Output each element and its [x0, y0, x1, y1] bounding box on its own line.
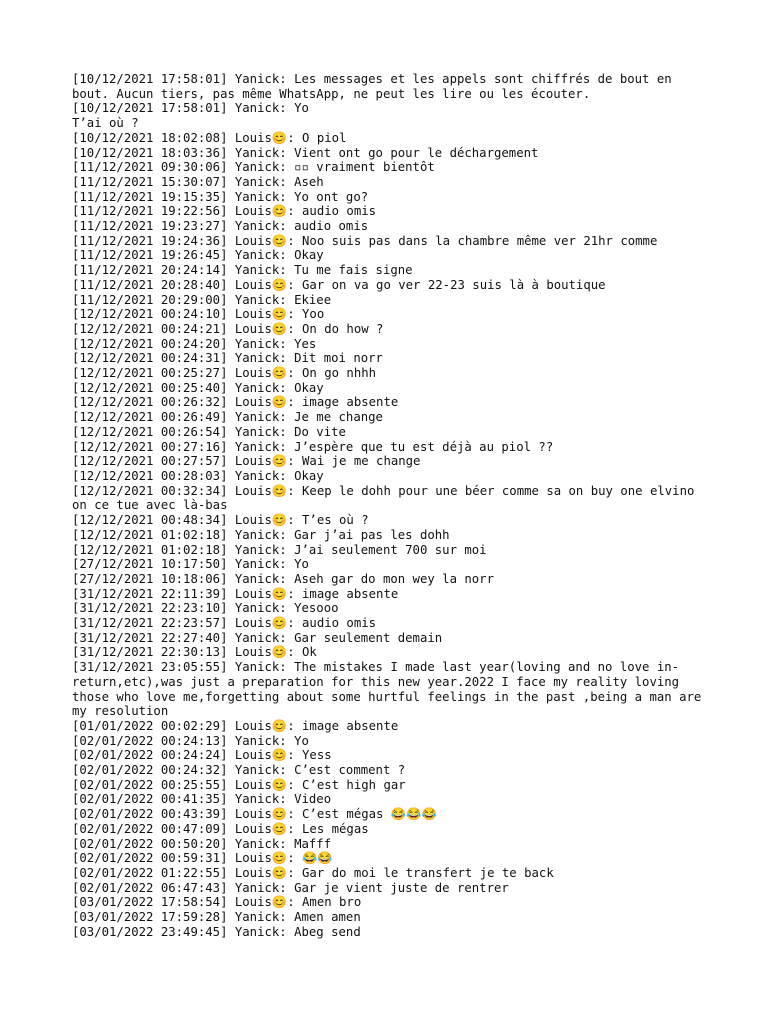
message-line: [31/12/2021 22:23:57] Louis😊: audio omis: [72, 616, 377, 631]
message-line: [31/12/2021 22:30:13] Louis😊: Ok: [72, 645, 317, 660]
message-line: [11/12/2021 19:23:27] Yanick: audio omis: [72, 219, 369, 234]
message-line: [12/12/2021 00:24:20] Yanick: Yes: [72, 336, 317, 351]
message-line: [12/12/2021 01:02:18] Yanick: Gar j’ai pas les dohh: [72, 527, 450, 542]
message-line: [02/01/2022 00:24:24] Louis😊: Yess: [72, 748, 332, 763]
message-line: [12/12/2021 00:27:57] Louis😊: Wai je me change: [72, 454, 421, 469]
message-line: [12/12/2021 00:27:16] Yanick: J’espère que tu est déjà au piol ??: [72, 439, 554, 454]
message-line: [03/01/2022 17:59:28] Yanick: Amen amen: [72, 910, 361, 925]
message-line: [03/01/2022 17:58:54] Louis😊: Amen bro: [72, 895, 362, 910]
message-line: [02/01/2022 00:41:35] Yanick: Video: [72, 792, 332, 807]
message-line: [12/12/2021 00:24:10] Louis😊: Yoo: [72, 307, 325, 322]
message-line: [03/01/2022 23:49:45] Yanick: Abeg send: [72, 924, 361, 939]
message-line: [27/12/2021 10:18:06] Yanick: Aseh gar do mon wey la norr: [72, 571, 494, 586]
message-line: [12/12/2021 00:25:27] Louis😊: On go nhhh: [72, 366, 377, 381]
message-line: [12/12/2021 00:32:34] Louis😊: Keep le dohh pour une béer comme sa on buy one elvino on ce tue avec là-bas: [72, 483, 702, 513]
message-line: [02/01/2022 01:22:55] Louis😊: Gar do moi le transfert je te back: [72, 865, 554, 880]
message-line: [12/12/2021 00:26:32] Louis😊: image absente: [72, 395, 399, 410]
message-line: [31/12/2021 22:11:39] Louis😊: image absente: [72, 586, 399, 601]
message-line: [12/12/2021 00:28:03] Yanick: Okay: [72, 468, 324, 483]
message-line: [11/12/2021 19:15:35] Yanick: Yo ont go?: [72, 189, 369, 204]
message-line: [12/12/2021 00:25:40] Yanick: Okay: [72, 380, 324, 395]
message-line: [11/12/2021 20:28:40] Louis😊: Gar on va go ver 22-23 suis là à boutique: [72, 277, 606, 292]
message-line: T’ai où ?: [72, 116, 139, 131]
message-line: [10/12/2021 17:58:01] Yanick: Les messages et les appels sont chiffrés de bout en bout. Aucun tiers, pas même WhatsApp, ne peut les lire ou les écouter.: [72, 72, 680, 101]
message-line: [02/01/2022 00:24:13] Yanick: Yo: [72, 733, 309, 748]
message-line: [31/12/2021 23:05:55] Yanick: The mistakes I made last year(loving and no love in-return,etc),was just a preparation for this new year.2022 I face my reality loving those who love me,forgetting about some hurtful feelings in the past ,being a man are my resolution: [72, 660, 709, 719]
message-line: [12/12/2021 00:24:31] Yanick: Dit moi norr: [72, 351, 383, 366]
message-line: [11/12/2021 15:30:07] Yanick: Aseh: [72, 174, 324, 189]
message-line: [31/12/2021 22:27:40] Yanick: Gar seulement demain: [72, 630, 443, 645]
message-line: [02/01/2022 00:47:09] Louis😊: Les mégas: [72, 821, 369, 836]
message-line: [02/01/2022 00:24:32] Yanick: C’est comment ?: [72, 763, 406, 778]
message-line: [10/12/2021 18:03:36] Yanick: Vient ont go pour le déchargement: [72, 145, 539, 160]
message-line: [27/12/2021 10:17:50] Yanick: Yo: [72, 557, 309, 572]
message-line: [02/01/2022 00:59:31] Louis😊: 😂😂: [72, 851, 333, 866]
message-line: [31/12/2021 22:23:10] Yanick: Yesooo: [72, 601, 339, 616]
message-line: [10/12/2021 17:58:01] Yanick: Yo: [72, 101, 309, 116]
message-line: [02/01/2022 00:43:39] Louis😊: C’est mégas 😂😂😂: [72, 807, 437, 822]
message-line: [12/12/2021 00:26:54] Yanick: Do vite: [72, 424, 346, 439]
message-line: [02/01/2022 00:50:20] Yanick: Mafff: [72, 836, 332, 851]
message-line: [12/12/2021 00:48:34] Louis😊: T’es où ?: [72, 513, 369, 528]
message-line: [11/12/2021 20:24:14] Yanick: Tu me fais signe: [72, 263, 413, 278]
message-line: [12/12/2021 01:02:18] Yanick: J’ai seulement 700 sur moi: [72, 542, 487, 557]
message-line: [11/12/2021 09:30:06] Yanick: ▫▫ vraiment bientôt: [72, 160, 435, 175]
message-line: [12/12/2021 00:24:21] Louis😊: On do how ?: [72, 321, 384, 336]
message-line: [02/01/2022 00:25:55] Louis😊: C’est high gar: [72, 777, 406, 792]
message-line: [10/12/2021 18:02:08] Louis😊: O piol: [72, 130, 347, 145]
chat-transcript: [72, 72, 709, 939]
message-line: [11/12/2021 19:26:45] Yanick: Okay: [72, 248, 324, 263]
message-line: [11/12/2021 19:22:56] Louis😊: audio omis: [72, 204, 377, 219]
message-line: [12/12/2021 00:26:49] Yanick: Je me change: [72, 410, 383, 425]
message-line: [02/01/2022 06:47:43] Yanick: Gar je vient juste de rentrer: [72, 880, 509, 895]
message-line: [11/12/2021 19:24:36] Louis😊: Noo suis pas dans la chambre même ver 21hr comme: [72, 233, 658, 248]
message-line: [11/12/2021 20:29:00] Yanick: Ekiee: [72, 292, 332, 307]
message-line: [01/01/2022 00:02:29] Louis😊: image absente: [72, 718, 399, 733]
